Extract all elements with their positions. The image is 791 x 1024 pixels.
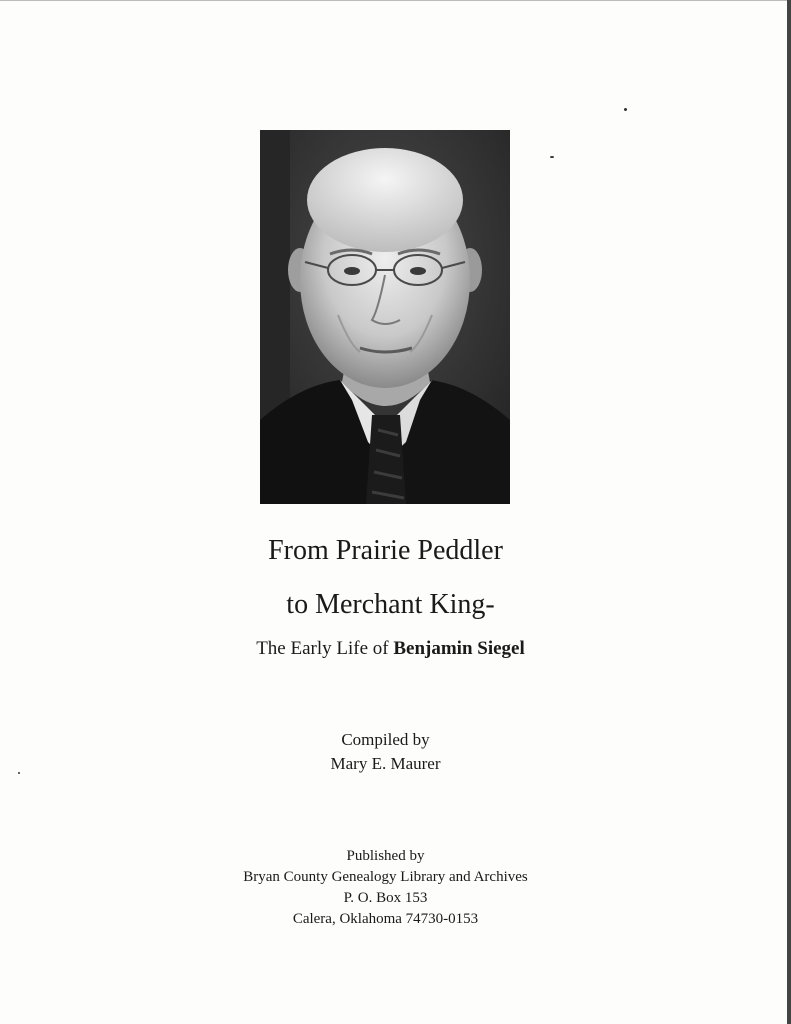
publisher-name: Bryan County Genealogy Library and Archives (243, 869, 528, 885)
scan-speck (624, 108, 627, 111)
portrait-photo (260, 130, 510, 504)
compiled-by-label: Compiled by (341, 730, 430, 749)
compiled-by-block (0, 728, 781, 776)
publisher-block (0, 846, 781, 930)
scan-edge-right (787, 0, 791, 1024)
scan-speck (550, 156, 554, 158)
subject-name: Benjamin Siegel (393, 638, 525, 659)
publisher-po-box: P. O. Box 153 (343, 890, 428, 906)
subtitle-prefix: The Early Life of (256, 638, 394, 659)
title-line-1: From Prairie Peddler (268, 535, 503, 566)
published-by-label: Published by (346, 848, 425, 864)
portrait-image (260, 130, 510, 504)
title-line-2: to Merchant King- (286, 589, 495, 620)
author-name: Mary E. Maurer (330, 754, 441, 773)
subtitle (0, 637, 786, 661)
publisher-city: Calera, Oklahoma 74730-0153 (292, 911, 479, 927)
scan-edge-top (0, 0, 791, 1)
